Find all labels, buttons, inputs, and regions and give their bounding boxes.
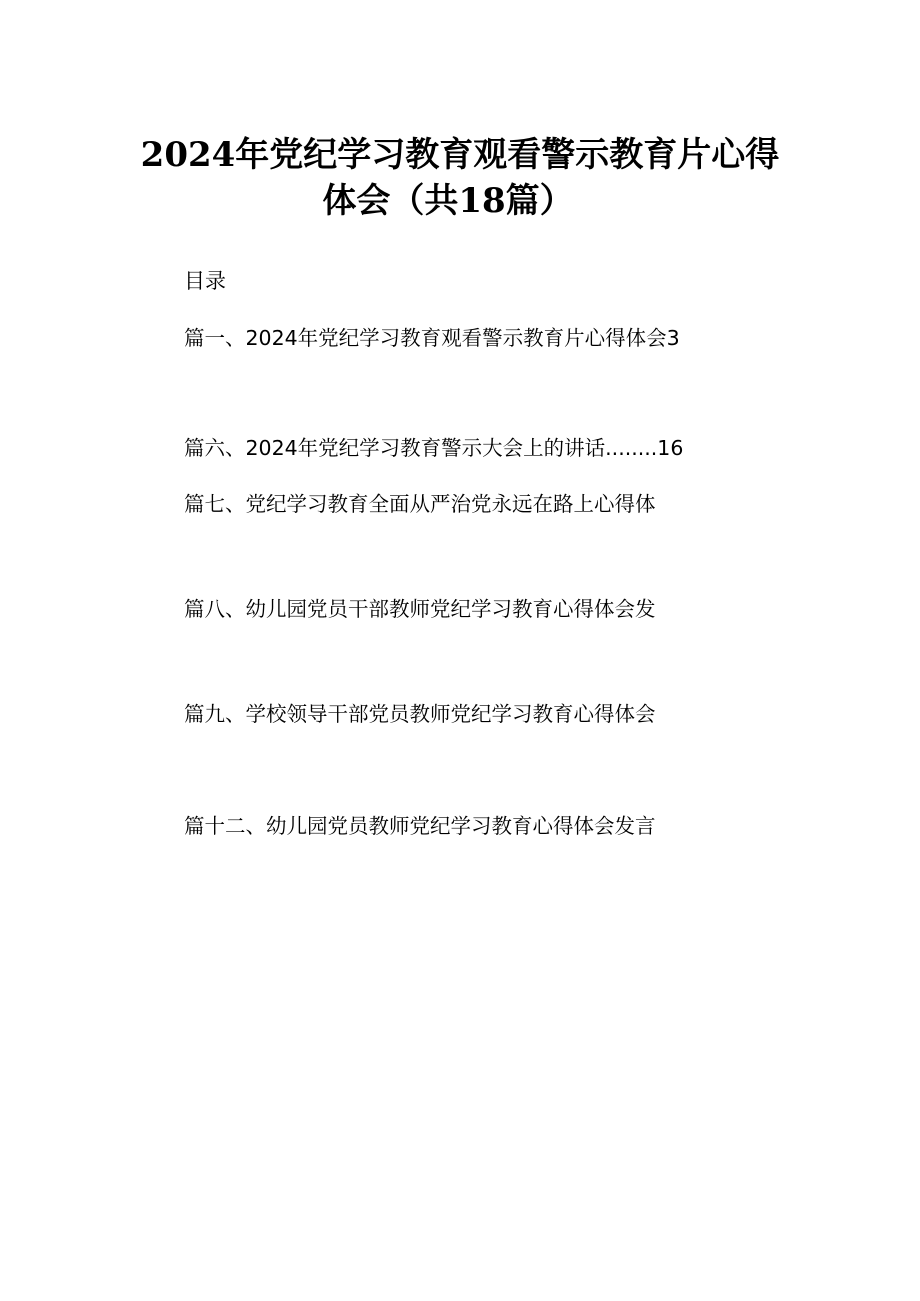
toc-entry-12[interactable]: 篇十二、幼儿园党员教师党纪学习教育心得体会发言 [184,814,656,838]
toc-entry-7[interactable]: 篇七、党纪学习教育全面从严治党永远在路上心得体 [184,492,656,516]
document-title-line-2: 体会（共18篇） [322,181,574,221]
toc-heading: 目录 [184,269,226,293]
toc-entry-9[interactable]: 篇九、学校领导干部党员教师党纪学习教育心得体会 [184,702,656,726]
document-title-line-1: 2024年党纪学习教育观看警示教育片心得 [140,135,780,175]
toc-entry-1[interactable]: 篇一、2024年党纪学习教育观看警示教育片心得体会3 [184,326,680,350]
toc-entry-8[interactable]: 篇八、幼儿园党员干部教师党纪学习教育心得体会发 [184,597,656,621]
toc-entry-6[interactable]: 篇六、2024年党纪学习教育警示大会上的讲话........16 [184,436,684,460]
